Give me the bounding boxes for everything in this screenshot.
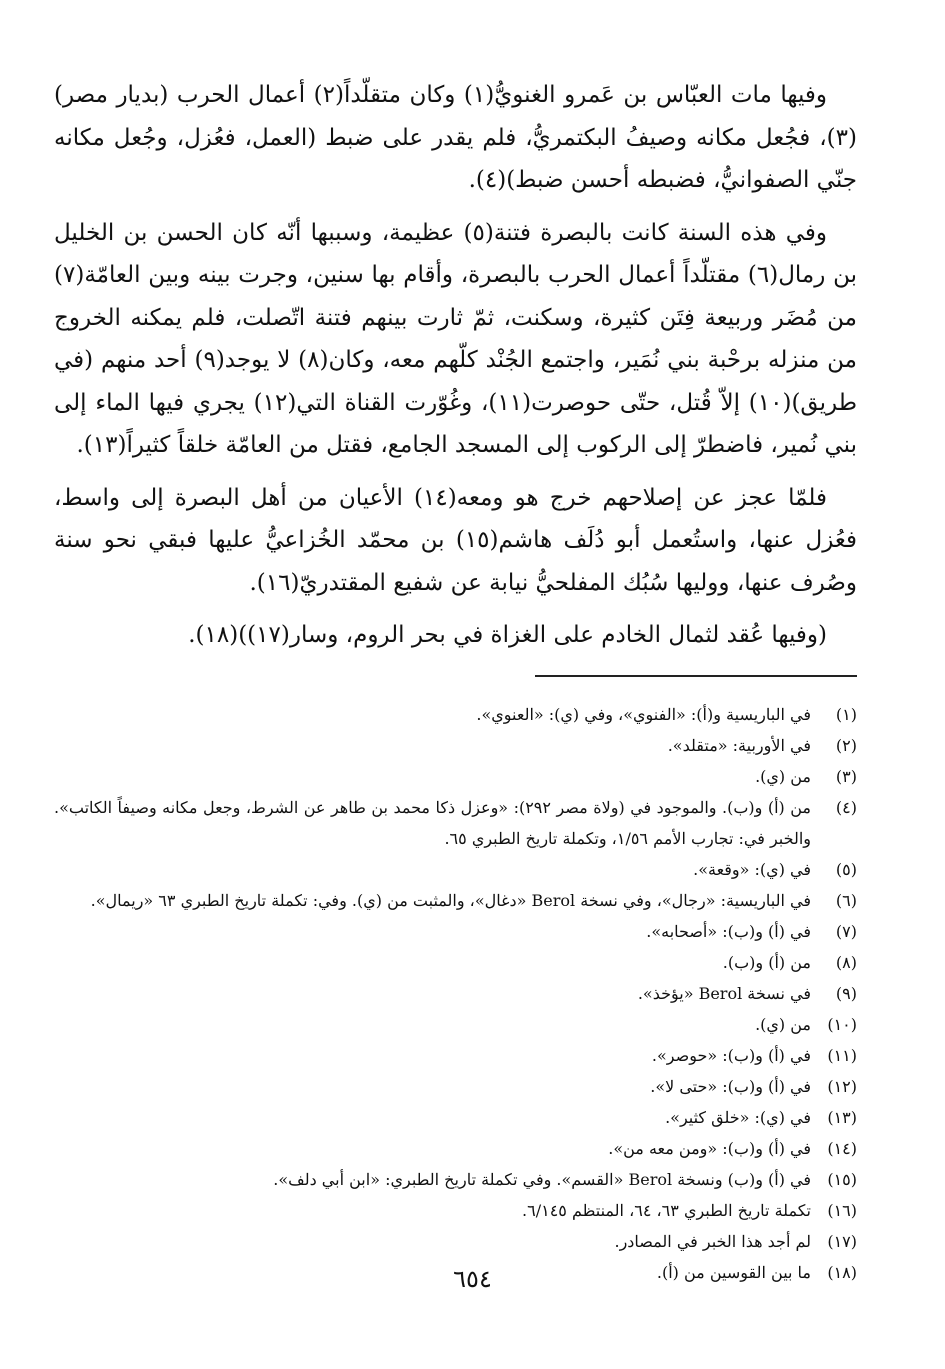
- footnote: [54, 1009, 857, 1040]
- footnote-divider: [535, 675, 857, 677]
- footnote-number: (٩): [835, 983, 857, 1003]
- footnote-text: في نسخة Berol «يؤخذ».: [637, 983, 811, 1003]
- footnote-text: في الأوربية: «متقلد».: [667, 735, 811, 755]
- footnote-text: ما بين القوسين من (أ).: [656, 1262, 811, 1282]
- footnote: [54, 1195, 857, 1226]
- footnote: [54, 1040, 857, 1071]
- footnote-text: من (ي).: [755, 1014, 811, 1034]
- footnote: [54, 947, 857, 978]
- footnote-text: في (أ) و(ب) ونسخة Berol «القسم». وفي تكملة تاريخ الطبري: «ابن أبي دلف».: [273, 1169, 811, 1189]
- footnote-text: في (ي): «وقعة».: [693, 859, 811, 879]
- footnote-text: في الباريسية: «رجال»، وفي نسخة Berol «دغال»، والمثبت من (ي). وفي: تكملة تاريخ الطبري ٦٣ «ريمال».: [90, 890, 811, 910]
- footnote-number: (١٢): [827, 1076, 857, 1096]
- footnote: [54, 916, 857, 947]
- footnote-number: (١٧): [827, 1231, 857, 1251]
- footnote-text: في (أ) و(ب): «ومن معه من».: [608, 1138, 811, 1158]
- footnote-number: (٦): [835, 890, 857, 910]
- footnotes-list: [54, 699, 857, 1288]
- footnote: [54, 761, 857, 792]
- footnote-number: (١): [835, 704, 857, 724]
- paragraph: وفيها مات العبّاس بن عَمرو الغنويُّ(١) وكان متقلّداً(٢) أعمال الحرب (بديار مصر)(٣)، فجُعل مكانه وصيفُ البكتمريُّ، فلم يقدر على ضبط (العمل، فعُزل، وجُعل مكانه جنّي الصفوانيُّ، فضبطه أحسن ضبط)(٤).: [54, 82, 857, 193]
- footnote-number: (٢): [835, 735, 857, 755]
- paragraph: وفي هذه السنة كانت بالبصرة فتنة(٥) عظيمة، وسببها أنّه كان الحسن بن الخليل بن رمال(٦) مقتلّداً أعمال الحرب بالبصرة، وأقام بها سنين، وجرت بينه وبين العامّة(٧) من مُضَر وربيعة فِتَن كثيرة، وسكنت، ثمّ ثارت بينهم فتنة اتّصلت، فلم يمكنه الخروج من منزله برحْبة بني نُمَير، واجتمع الجُنْد كلّهم معه، وكان(٨) لا يوجد(٩) أحد منهم (في طريق)(١٠) إلاّ قُتل، حتّى حوصرت(١١)، وغُوّرت القناة التي(١٢) يجري فيها الماء إلى بني نُمير، فاضطرّ إلى الركوب إلى المسجد الجامع، فقتل من العامّة خلقاً كثيراً(١٣).: [54, 219, 858, 458]
- footnote-text: تكملة تاريخ الطبري ٦٣، ٦٤، المنتظم ٦/١٤٥.: [522, 1200, 811, 1220]
- footnote: [54, 699, 857, 730]
- main-text: [54, 74, 857, 657]
- footnote: [54, 1102, 857, 1133]
- footnote-text: في (ي): «خلق كثير».: [665, 1107, 811, 1127]
- footnote-number: (١٦): [827, 1200, 857, 1220]
- footnote: [54, 1071, 857, 1102]
- footnote-text: في (أ) و(ب): «حتى لا».: [650, 1076, 811, 1096]
- footnote-number: (١٨): [827, 1262, 857, 1282]
- footnote-number: (٥): [835, 859, 857, 879]
- footnote: [54, 885, 857, 916]
- footnote-number: (٣): [835, 766, 857, 786]
- footnote-number: (١١): [827, 1045, 857, 1065]
- footnote-number: (٧): [835, 921, 857, 941]
- footnote-text: في الباريسية و(أ): «الفنوي»، وفي (ي): «العنوي».: [476, 704, 811, 724]
- footnote: [54, 978, 857, 1009]
- footnote-text: من (أ) و(ب).: [722, 952, 811, 972]
- footnote: [54, 854, 857, 885]
- footnote-number: (١٠): [827, 1014, 857, 1034]
- footnote-text: في (أ) و(ب): «أصحابه».: [646, 921, 811, 941]
- footnote-text: من (أ) و(ب). والموجود في (ولاة مصر ٢٩٢): «وعزل ذكا محمد بن طاهر عن الشرط، وجعل مكانه وصيفاً الكاتب». والخبر في: تجارب الأمم ١/٥٦، وتكملة تاريخ الطبري ٦٥.: [54, 797, 811, 848]
- footnote-number: (٨): [835, 952, 857, 972]
- footnote: [54, 1133, 857, 1164]
- footnote: [54, 730, 857, 761]
- footnote: [54, 792, 857, 854]
- paragraph: فلمّا عجز عن إصلاحهم خرج هو ومعه(١٤) الأعيان من أهل البصرة إلى واسط، فعُزل عنها، واستُعمل أبو دُلَف هاشم(١٥) بن محمّد الخُزاعيُّ عليها فبقي نحو سنة وصُرف عنها، ووليها سُبُك المفلحيُّ نيابة عن شفيع المقتدريّ(١٦).: [54, 484, 857, 596]
- footnote-text: من (ي).: [755, 766, 811, 786]
- footnote-number: (١٥): [827, 1169, 857, 1189]
- footnote: [54, 1226, 857, 1257]
- footnote-text: لم أجد هذا الخبر في المصادر.: [614, 1231, 811, 1251]
- footnote-number: (١٤): [827, 1138, 857, 1158]
- paragraph: (وفيها عُقد لثمال الخادم على الغزاة في بحر الروم، وسار(١٧))(١٨).: [188, 622, 827, 648]
- footnote-text: في (أ) و(ب): «حوصر».: [651, 1045, 811, 1065]
- page-number: ٦٥٤: [453, 1265, 492, 1293]
- footnote-number: (٤): [835, 797, 857, 817]
- footnote-number: (١٣): [827, 1107, 857, 1127]
- footnote: [54, 1164, 857, 1195]
